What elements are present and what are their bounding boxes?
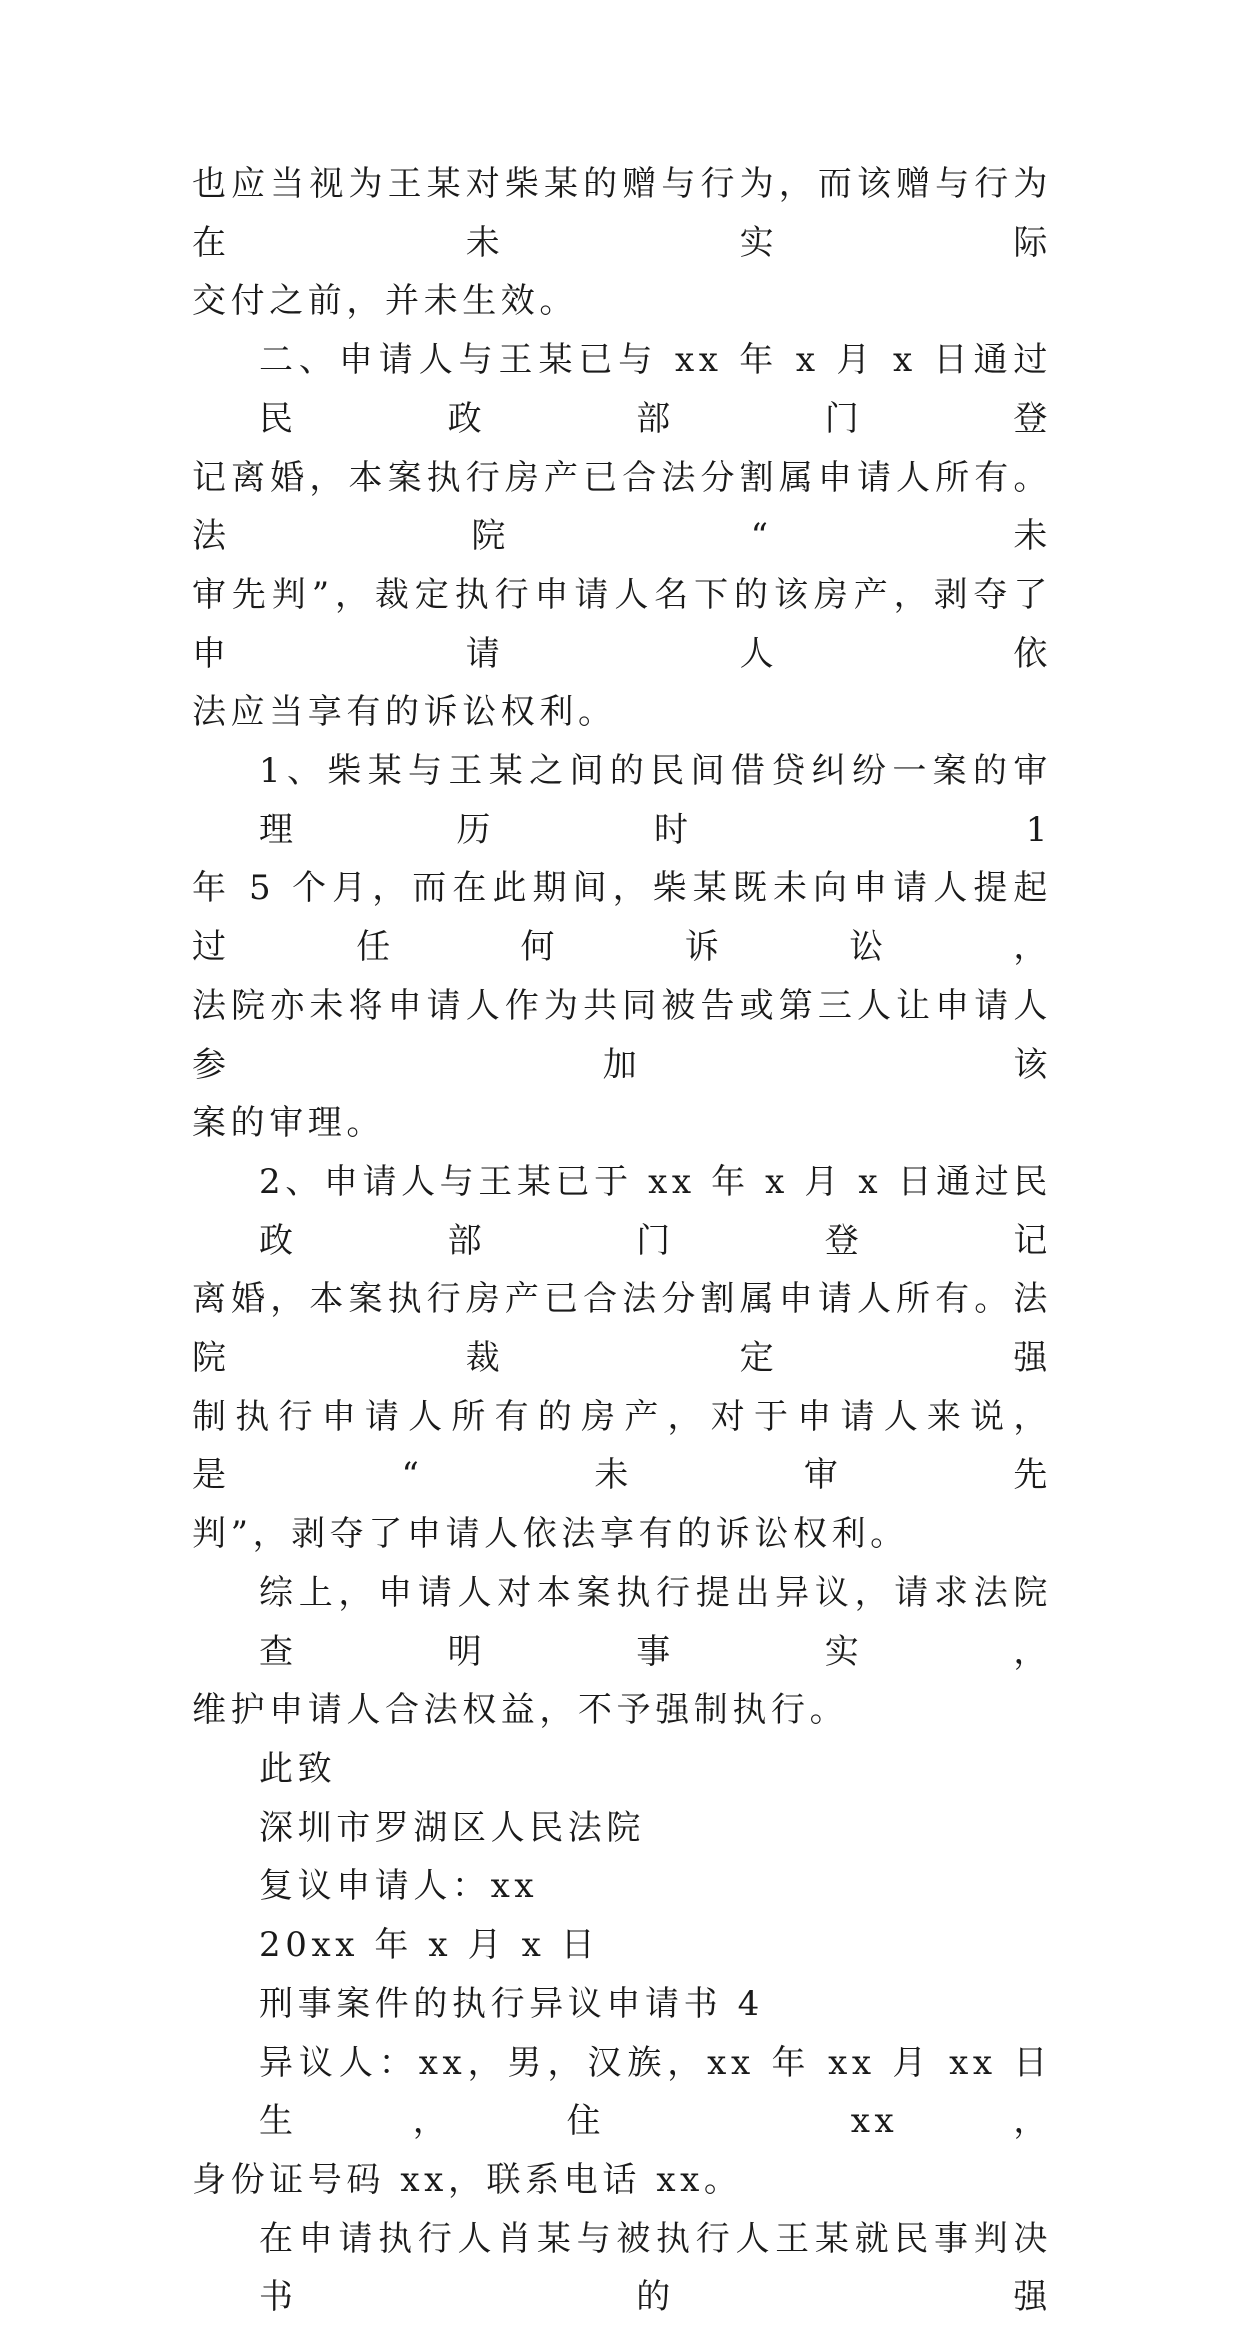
court-name: 深圳市罗湖区人民法院 [259, 1807, 645, 1848]
text-line: 综上，申请人对本案执行提出异议，请求法院查明事实， [259, 1572, 1052, 1672]
text-line: 1、柴某与王某之间的民间借贷纠纷一案的审理历时 1 [259, 751, 1052, 850]
text-line: 二、申请人与王某已与 xx 年 x 月 x 日通过民政部门登 [259, 340, 1052, 439]
text-line: 交付之前，并未生效。 [192, 281, 578, 322]
text-line: 离婚，本案执行房产已合法分割属申请人所有。法院裁定强 [192, 1279, 1052, 1379]
text-line: 法应当享有的诉讼权利。 [192, 692, 617, 733]
text-line: 记离婚，本案执行房产已合法分割属申请人所有。法院“未 [192, 457, 1052, 557]
text-line: 也应当视为王某对柴某的赠与行为，而该赠与行为在未实际 [192, 164, 1052, 263]
applicant-signature: 复议申请人：xx [259, 1866, 539, 1907]
text-line: 判”，剥夺了申请人依法享有的诉讼权利。 [192, 1514, 909, 1555]
text-line: 2、申请人与王某已于 xx 年 x 月 x 日通过民政部门登记 [259, 1161, 1052, 1261]
text-line: 维护申请人合法权益，不予强制执行。 [192, 1690, 849, 1731]
text-line: 异议人：xx，男，汉族，xx 年 xx 月 xx 日生，住 xx， [259, 2042, 1052, 2142]
text-line: 身份证号码 xx，联系电话 xx。 [192, 2159, 743, 2200]
document-body [192, 155, 1052, 2327]
salutation: 此致 [259, 1748, 337, 1789]
text-line: 审先判”，裁定执行申请人名下的该房产，剥夺了申请人依 [192, 574, 1052, 674]
text-line: 法院亦未将申请人作为共同被告或第三人让申请人参加该 [192, 985, 1052, 1085]
document-date: 20xx 年 x 月 x 日 [259, 1925, 600, 1966]
text-line: 制执行申请人所有的房产，对于申请人来说，是“未审先 [192, 1396, 1052, 1496]
section-title: 刑事案件的执行异议申请书 4 [259, 1983, 764, 2024]
text-line: 年 5 个月，而在此期间，柴某既未向申请人提起过任何诉讼， [192, 868, 1052, 968]
text-line: 案的审理。 [192, 1103, 385, 1144]
text-line: 在申请执行人肖某与被执行人王某就民事判决书的强 [259, 2218, 1052, 2318]
